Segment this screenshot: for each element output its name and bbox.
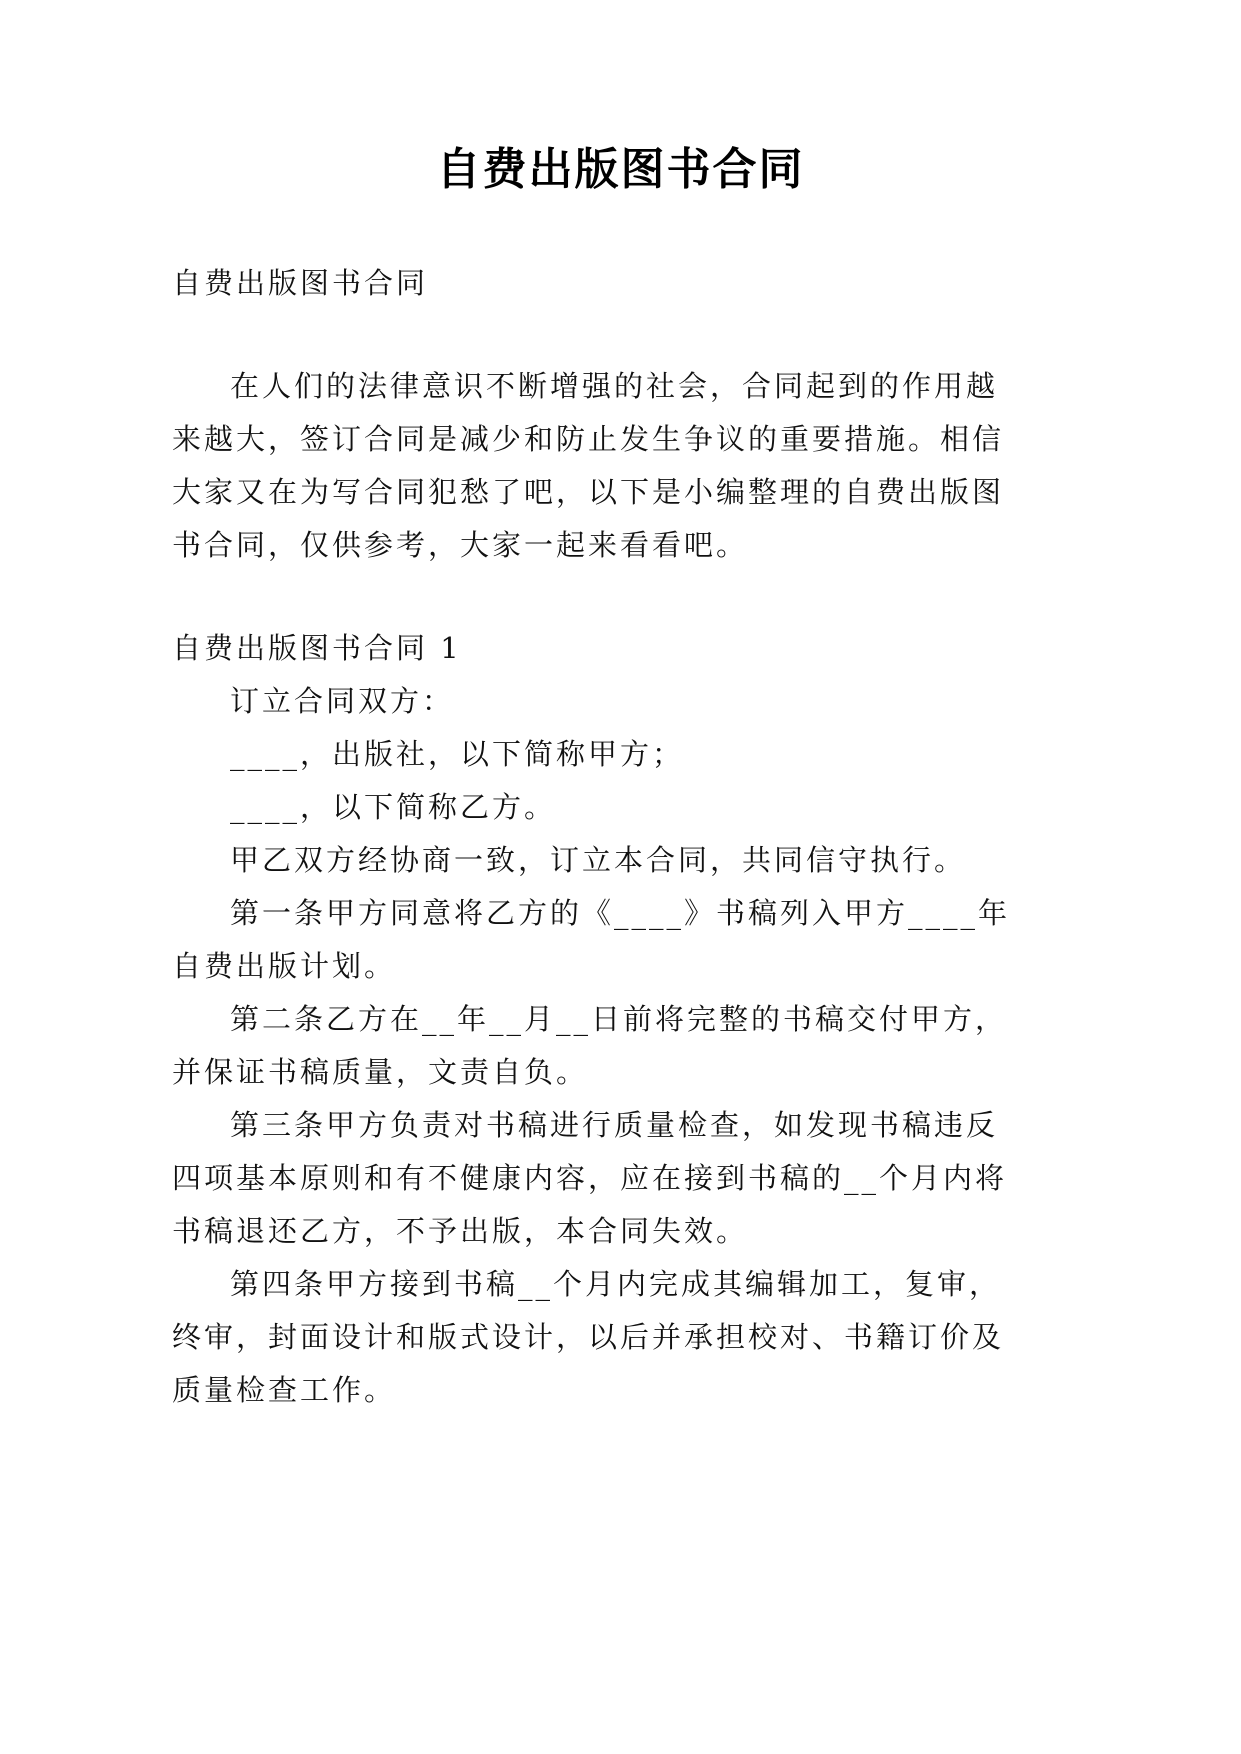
article4-line-3: 质量检查工作。 (172, 1373, 397, 1407)
party-a-line: ____，出版社，以下简称甲方； (230, 737, 685, 771)
section-heading: 自费出版图书合同 1 (172, 631, 462, 665)
article2-line-1: 第二条乙方在__年__月__日前将完整的书稿交付甲方， (230, 1002, 1008, 1036)
intro-line-1: 在人们的法律意识不断增强的社会，合同起到的作用越 (230, 369, 999, 403)
intro-line-3: 大家又在为写合同犯愁了吧，以下是小编整理的自费出版图 (172, 475, 1005, 509)
parties-heading: 订立合同双方： (230, 684, 455, 718)
article4-line-1: 第四条甲方接到书稿__个月内完成其编辑加工，复审， (230, 1267, 1002, 1301)
article4-line-2: 终审，封面设计和版式设计，以后并承担校对、书籍订价及 (172, 1320, 1005, 1354)
party-b-line: ____，以下简称乙方。 (230, 790, 557, 824)
document-title: 自费出版图书合同 (436, 144, 805, 195)
article1-line-2: 自费出版计划。 (172, 949, 397, 983)
article3-line-1: 第三条甲方负责对书稿进行质量检查，如发现书稿违反 (230, 1108, 999, 1142)
intro-line-4: 书合同，仅供参考，大家一起来看看吧。 (172, 528, 749, 562)
article1-line-1: 第一条甲方同意将乙方的《____》书稿列入甲方____年 (230, 896, 1011, 930)
intro-line-2: 来越大，签订合同是减少和防止发生争议的重要措施。相信 (172, 422, 1005, 456)
article2-line-2: 并保证书稿质量，文责自负。 (172, 1055, 589, 1089)
document-subtitle: 自费出版图书合同 (172, 266, 429, 300)
article3-line-2: 四项基本原则和有不健康内容，应在接到书稿的__个月内将 (172, 1161, 1008, 1195)
agreement-line: 甲乙双方经协商一致，订立本合同，共同信守执行。 (230, 843, 967, 877)
article3-line-3: 书稿退还乙方，不予出版，本合同失效。 (172, 1214, 749, 1248)
